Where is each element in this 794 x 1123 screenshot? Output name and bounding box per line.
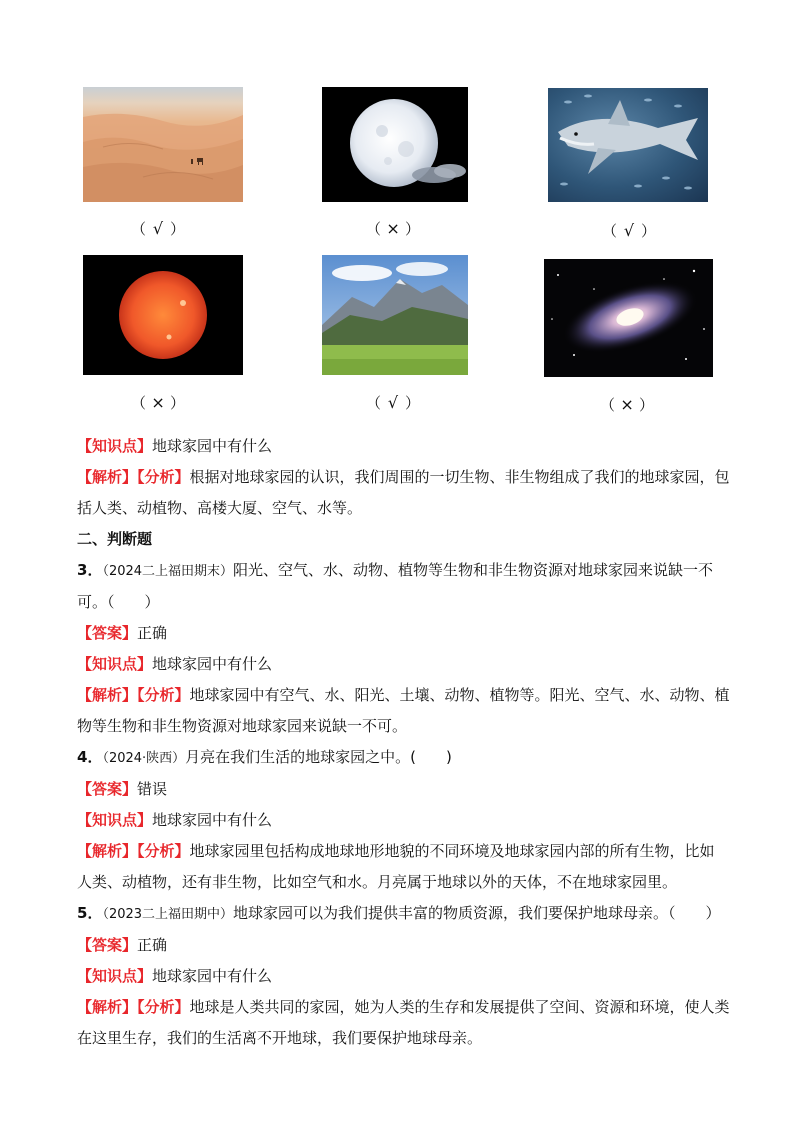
q5-knowledge: 【知识点】地球家园中有什么	[77, 967, 273, 985]
q2-knowledge: 【知识点】地球家园中有什么	[77, 437, 273, 455]
galaxy-mark: （ × ）	[600, 395, 657, 414]
q5-analysis: 【解析】【分析】地球是人类共同的家园，她为人类的生存和发展提供了空间、资源和环境，使人类	[77, 998, 730, 1016]
q3-knowledge: 【知识点】地球家园中有什么	[77, 655, 273, 673]
q5-stem: 5．（2023二上福田期中）地球家园可以为我们提供丰富的物质资源，我们要保护地球母亲。（ ）	[77, 904, 721, 922]
moon-image	[322, 87, 468, 202]
q3-stem-cont: 可。（ ）	[77, 593, 160, 611]
q2-analysis: 【解析】【分析】根据对地球家园的认识，我们周围的一切生物、非生物组成了我们的地球家园，包	[77, 468, 730, 486]
q3-analysis: 【解析】【分析】地球家园中有空气、水、阳光、土壤、动物、植物等。阳光、空气、水、动物、植	[77, 686, 730, 704]
q3-analysis-cont: 物等生物和非生物资源对地球家园来说缺一不可。	[77, 717, 408, 735]
galaxy-image	[544, 259, 713, 377]
section-title: 二、判断题	[77, 530, 153, 548]
moon-mark: （ × ）	[366, 219, 423, 238]
q2-analysis-cont: 括人类、动植物、高楼大厦、空气、水等。	[77, 499, 363, 517]
q4-knowledge: 【知识点】地球家园中有什么	[77, 811, 273, 829]
mountain-mark: （ √ ）	[366, 393, 423, 412]
q4-stem: 4．（2024·陕西）月亮在我们生活的地球家园之中。( )	[77, 748, 452, 766]
q4-analysis: 【解析】【分析】地球家园里包括构成地球地形地貌的不同环境及地球家园内部的所有生物，比如	[77, 842, 715, 860]
sun-image	[83, 255, 243, 375]
q5-analysis-cont: 在这里生存，我们的生活离不开地球，我们要保护地球母亲。	[77, 1029, 483, 1047]
q3-stem: 3．（2024二上福田期末）阳光、空气、水、动物、植物等生物和非生物资源对地球家园来说缺一不	[77, 561, 714, 579]
content	[77, 431, 730, 1054]
q5-answer: 【答案】正确	[77, 936, 168, 954]
shark-image	[548, 88, 708, 202]
sun-mark: （ × ）	[131, 393, 188, 412]
mountain-image	[322, 255, 468, 375]
desert-mark: （ √ ）	[131, 219, 188, 238]
desert-image	[83, 87, 243, 202]
shark-mark: （ √ ）	[602, 221, 659, 240]
q3-answer: 【答案】正确	[77, 624, 168, 642]
q4-analysis-cont: 人类、动植物，还有非生物，比如空气和水。月亮属于地球以外的天体，不在地球家园里。	[77, 873, 678, 891]
q4-answer: 【答案】错误	[77, 780, 168, 798]
